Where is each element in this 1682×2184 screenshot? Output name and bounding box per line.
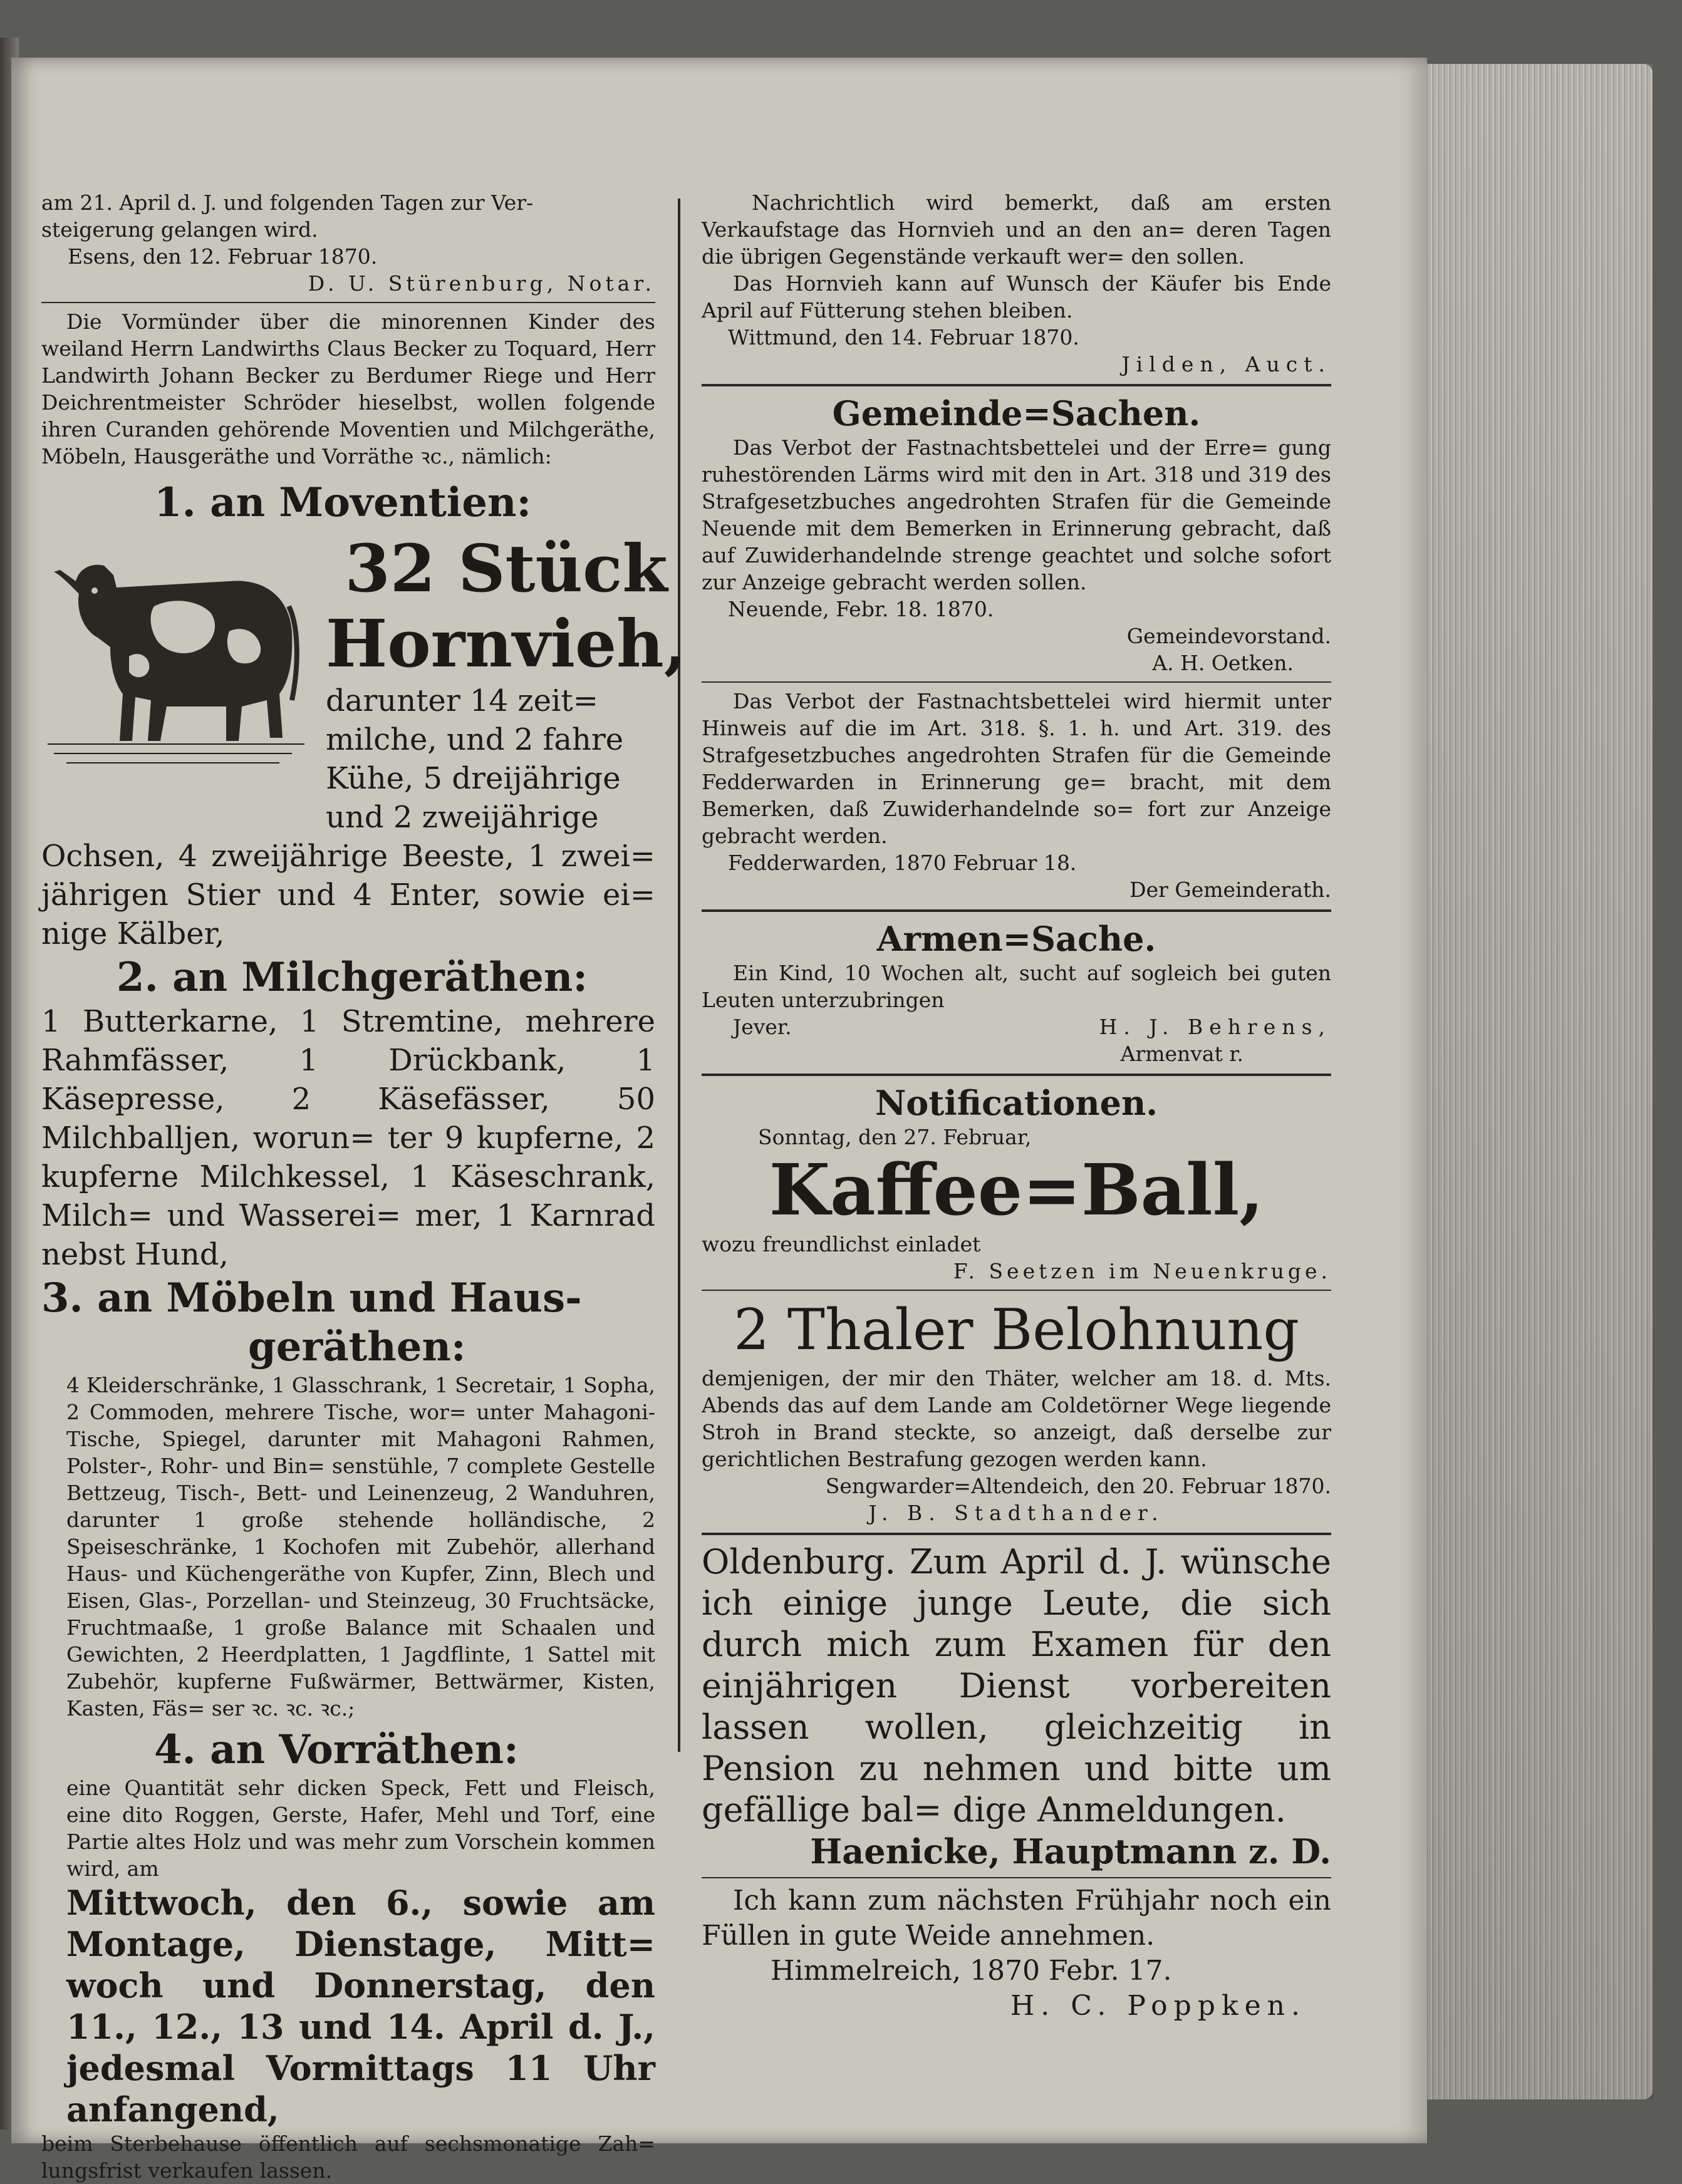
cattle-line-1: darunter 14 zeit=: [326, 683, 598, 718]
divider: [41, 302, 655, 303]
milk-equipment: 1 Butterkarne, 1 Stremtine, mehrere Rahmfässer, 1 Drückbank, 1 Käsepresse, 2 Käsefässer, 50 Milchballjen, worun= ter 9 kupferne, 2 kupferne Milchkessel, 1 Käseschrank, Milch= und Wasserei= mer, 1 Karnrad nebst Hund,: [41, 1004, 655, 1272]
foal-place-date: Himmelreich, 1870 Febr. 17.: [771, 1955, 1172, 1987]
poor-signature: H. J. Behrens,: [1099, 1015, 1331, 1039]
foal-notice: Ich kann zum nächsten Frühjahr noch ein Füllen in gute Weide annehmen.: [702, 1885, 1331, 1952]
page-edges: [1427, 64, 1653, 2099]
cattle-note: Nachrichtlich wird bemerkt, daß am ersten Verkaufstage das Hornvieh und an den an= deren Tagen die übrigen Gegenstände verkauft wer= den sollen.: [702, 190, 1331, 269]
neuende-place-date: Neuende, Febr. 18. 1870.: [728, 597, 994, 621]
foal-signature: H. C. Poppken.: [1010, 1990, 1306, 2022]
divider: [702, 1074, 1331, 1076]
reward-title: 2 Thaler Belohnung: [733, 1297, 1300, 1363]
cattle-line-4: und 2 zweijährige: [326, 800, 599, 835]
right-column: [702, 189, 1331, 2024]
cattle-line-3: Kühe, 5 dreijährige: [326, 761, 621, 796]
reward-place-date: Sengwarder=Altendeich, den 20. Februar 1870.: [825, 1474, 1331, 1498]
neuende-signature: A. H. Oetken.: [1152, 651, 1294, 675]
notary-signature: D. U. Stürenburg, Notar.: [308, 271, 655, 296]
auction-closing: beim Sterbehause öffentlich auf sechsmonatige Zah= lungsfrist verkaufen lassen.: [41, 2131, 655, 2183]
divider: [702, 1877, 1331, 1878]
poor-role: Armenvat r.: [1120, 1042, 1243, 1066]
neuende-board: Gemeindevorstand.: [1126, 624, 1331, 648]
newspaper-page: [11, 58, 1427, 2183]
oldenburg-notice: Oldenburg. Zum April d. J. wünsche ich einige junge Leute, die sich durch mich zum Examen für den einjährigen Dienst vorbereiten lassen wollen, gleichzeitig in Pension zu nehmen und bitte um gefällige bal= dige Anmeldungen.: [702, 1542, 1331, 1829]
intro-line-1: am 21. April d. J. und folgenden Tagen zur Ver-: [41, 190, 534, 215]
child-notice: Ein Kind, 10 Wochen alt, sucht auf sogleich bei guten Leuten unterzubringen: [702, 961, 1331, 1012]
cattle-text: [326, 531, 687, 837]
poor-signature-line: [702, 1013, 1331, 1040]
reward-signature: J. B. Stadthander.: [868, 1501, 1165, 1525]
left-column: [41, 189, 687, 2184]
place-date: Esens, den 12. Februar 1870.: [68, 244, 378, 269]
supplies-list: eine Quantität sehr dicken Speck, Fett und Fleisch, eine dito Roggen, Gerste, Hafer, Mehl und Torf, eine Partie altes Holz und was mehr zum Vorschein kommen wird, am: [66, 1776, 655, 1881]
cattle-count: 32 Stück: [345, 530, 668, 607]
ball-signature: F. Seetzen im Neuenkruge.: [953, 1259, 1331, 1283]
cattle-kind: Hornvieh,: [326, 605, 687, 682]
oldenburg-signature: Haenicke, Hauptmann z. D.: [810, 1831, 1331, 1871]
poor-place: Jever.: [733, 1015, 792, 1039]
note-place-date: Wittmund, den 14. Februar 1870.: [728, 325, 1079, 349]
heading-supplies: 4. an Vorräthen:: [154, 1726, 519, 1773]
cattle-line-2: milche, und 2 fahre: [326, 722, 624, 757]
section-title-poor: Armen=Sache.: [876, 919, 1156, 959]
feeding-note: Das Hornvieh kann auf Wunsch der Käufer bis Ende April auf Fütterung stehen bleiben.: [702, 271, 1331, 323]
section-title-community: Gemeinde=Sachen.: [832, 393, 1201, 433]
fedderwarden-place-date: Fedderwarden, 1870 Februar 18.: [728, 851, 1077, 875]
heading-moventien: 1. an Moventien:: [154, 479, 532, 526]
divider: [702, 384, 1331, 386]
heading-furniture-2: geräthen:: [248, 1323, 466, 1370]
intro-line-2: steigerung gelangen wird.: [41, 217, 318, 242]
fedderwarden-notice: Das Verbot der Fastnachtsbettelei wird hiermit unter Hinweis auf die im Art. 318. §. 1. h. und Art. 319. des Strafgesetzbuches angedrohten Strafen für die Gemeinde Fedderwarden in Erinnerung ge= bracht, mit dem Bemerken, daß Zuwiderhandelnde so= fort zur Anzeige gebracht werden.: [702, 689, 1331, 848]
divider: [702, 681, 1331, 683]
fedderwarden-signature: Der Gemeinderath.: [1129, 877, 1331, 902]
divider: [702, 909, 1331, 912]
divider: [702, 1290, 1331, 1291]
cattle-rest: Ochsen, 4 zweijährige Beeste, 1 zwei= jährigen Stier und 4 Enter, sowie ei= nige Kälber,: [41, 839, 655, 951]
ball-date: Sonntag, den 27. Februar,: [758, 1125, 1032, 1149]
cow-illustration: [41, 537, 311, 775]
column-divider: [678, 199, 680, 1752]
heading-milk: 2. an Milchgeräthen:: [117, 954, 588, 1001]
section-title-notifications: Notificationen.: [875, 1083, 1158, 1123]
furniture-list: 4 Kleiderschränke, 1 Glasschrank, 1 Secretair, 1 Sopha, 2 Commoden, mehrere Tische, wor= unter Mahagoni-Tische, Spiegel, darunter mit Mahagoni Rahmen, Polster-, Rohr- und Bin= senstühle, 7 complete Gestelle Bettzeug, Tisch-, Bett- und Leinenzeug, 2 Wanduhren, darunter 1 große stehende holländische, 2 Speiseschränke, 1 Kochofen mit Zubehör, allerhand Haus- und Küchengeräthe von Kupfer, Zinn, Blech und Eisen, Glas-, Porzellan- und Steinzeug, 30 Fruchtsäcke, Fruchtmaaße, 1 große Balance mit Schaalen und Gewichten, 2 Heerdplatten, 1 Jagdflinte, 1 Sattel mit Zubehör, kupferne Fußwärmer, Bettwärmer, Kisten, Kasten, Fäs= ser ꝛc. ꝛc. ꝛc.;: [66, 1373, 655, 1721]
divider: [702, 1533, 1331, 1535]
auction-intro: Die Vormünder über die minorennen Kinder des weiland Herrn Landwirths Claus Becker zu Toquard, Herr Landwirth Johann Becker zu Berdumer Riege und Herr Deichrentmeister Schröder hieselbst, wollen folgende ihren Curanden gehörende Moventien und Milchgeräthe, Möbeln, Hausgeräthe und Vorräthe ꝛc., nämlich:: [41, 309, 655, 468]
heading-furniture-1: 3. an Möbeln und Haus-: [41, 1275, 582, 1322]
neuende-notice: Das Verbot der Fastnachtsbettelei und der Erre= gung ruhestörenden Lärms wird mit den in Art. 318 und 319 des Strafgesetzbuches angedrohten Strafen für die Gemeinde Neuende mit dem Bemerken in Erinnerung gebracht, daß auf Zuwiderhandelnde strenge geachtet und solche sofort zur Anzeige gebracht werden sollen.: [702, 435, 1331, 594]
auction-dates: Mittwoch, den 6., sowie am Montage, Dienstage, Mitt= woch und Donnerstag, den 11., 12., 13 und 14. April d. J., jedesmal Vormittags 11 Uhr anfangend,: [66, 1883, 655, 2130]
reward-text: demjenigen, der mir den Thäter, welcher am 18. d. Mts. Abends das auf dem Lande am Coldetörner Wege liegende Stroh in Brand steckte, so anzeigt, daß derselbe zur gerichtlichen Bestrafung gezogen werden kann.: [702, 1366, 1331, 1471]
ball-invite: wozu freundlichst einladet: [702, 1232, 981, 1256]
ball-title: Kaffee=Ball,: [769, 1149, 1264, 1231]
cattle-block: [41, 530, 687, 837]
auctioneer-signature: Jilden, Auct.: [1121, 352, 1331, 376]
